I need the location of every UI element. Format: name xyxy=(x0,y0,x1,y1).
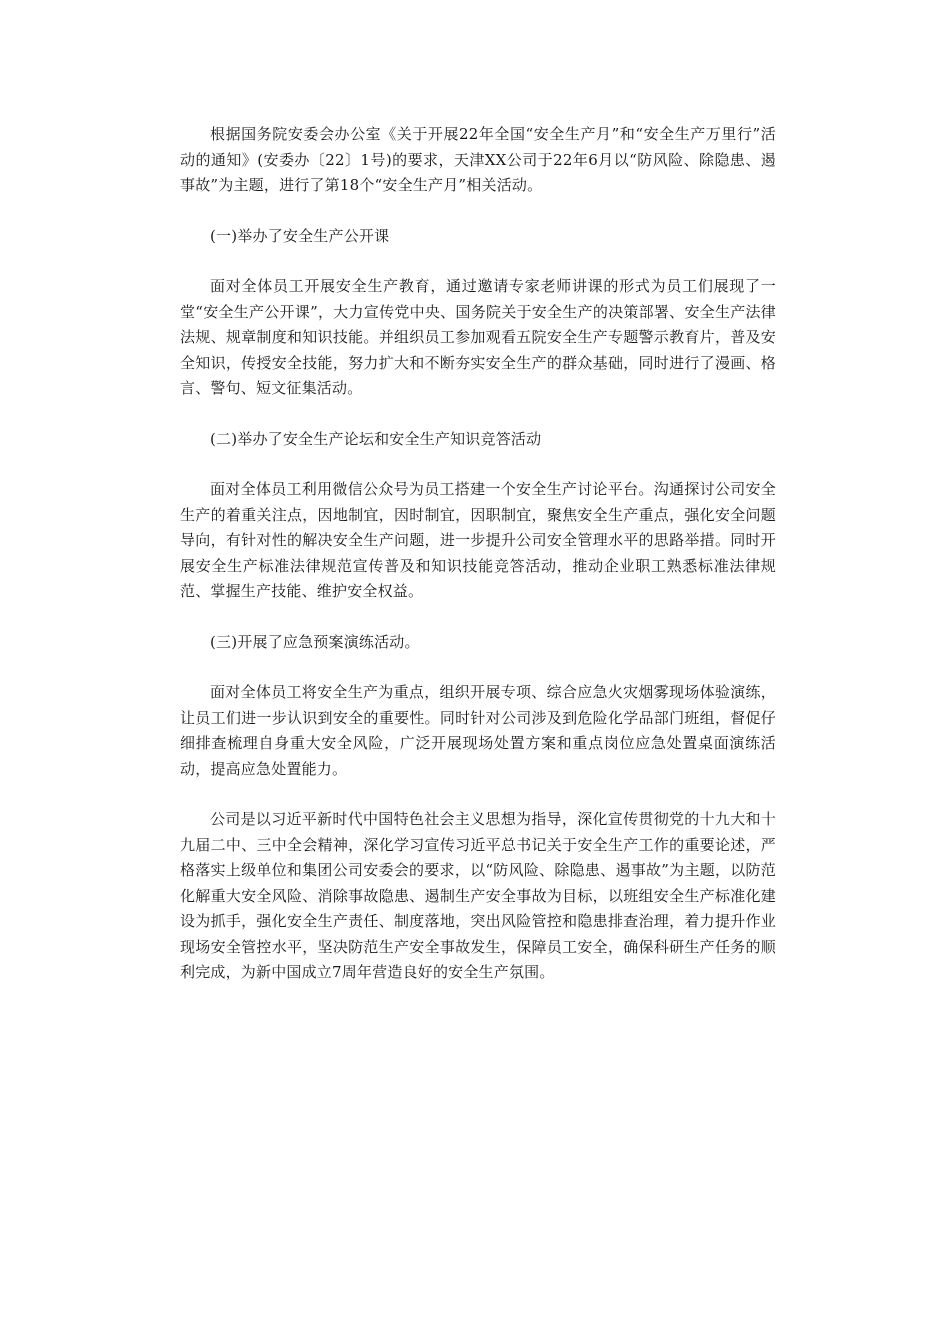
spacer xyxy=(180,605,776,630)
document-body xyxy=(180,122,776,986)
conclusion-paragraph: 公司是以习近平新时代中国特色社会主义思想为指导，深化宣传贯彻党的十九大和十九届二中、三中全会精神，深化学习宣传习近平总书记关于安全生产工作的重要论述，严格落实上级单位和集团公司安委会的要求，以“防风险、除隐患、遏事故”为主题，以防范化解重大安全风险、消除事故隐患、遏制生产安全事故为目标，以班组安全生产标准化建设为抓手，强化安全生产责任、制度落地，突出风险管控和隐患排查治理，着力提升作业现场安全管控水平，坚决防范生产安全事故发生，保障员工安全，确保科研生产任务的顺利完成，为新中国成立7周年营造良好的安全生产氛围。 xyxy=(180,810,776,981)
intro-paragraph: 根据国务院安委会办公室《关于开展22年全国“安全生产月”和“安全生产万里行”活动的通知》(安委办〔22〕1号)的要求，天津XX公司于22年6月以“防风险、除隐患、遏事故”为主题，进行了第18个“安全生产月”相关活动。 xyxy=(180,125,776,194)
section-3-heading: (三)开展了应急预案演练活动。 xyxy=(210,632,420,651)
section-2-heading: (二)举办了安全生产论坛和安全生产知识竞答活动 xyxy=(210,429,542,448)
section-1-paragraph: 面对全体员工开展安全生产教育，通过邀请专家老师讲课的形式为员工们展现了一堂“安全生产公开课”，大力宣传党中央、国务院关于安全生产的决策部署、安全生产法律法规、规章制度和知识技能。并组织员工参加观看五院安全生产专题警示教育片，普及安全知识，传授安全技能，努力扩大和不断夯实安全生产的群众基础，同时进行了漫画、格言、警句、短文征集活动。 xyxy=(180,277,776,397)
section-2-paragraph: 面对全体员工利用微信公众号为员工搭建一个安全生产讨论平台。沟通探讨公司安全生产的着重关注点，因地制宜，因时制宜，因职制宜，聚焦安全生产重点，强化安全问题导向，有针对性的解决安全生产问题，进一步提升公司安全管理水平的思路举措。同时开展安全生产标准法律规范宣传普及和知识技能竞答活动，推动企业职工熟悉标准法律规范、掌握生产技能、维护安全权益。 xyxy=(180,480,776,600)
spacer xyxy=(180,452,776,477)
section-1-heading: (一)举办了安全生产公开课 xyxy=(210,226,390,245)
spacer xyxy=(180,199,776,224)
spacer xyxy=(180,402,776,427)
section-3-paragraph: 面对全体员工将安全生产为重点，组织开展专项、综合应急火灾烟雾现场体验演练，让员工们进一步认识到安全的重要性。同时针对公司涉及到危险化学品部门班组，督促仔细排查梳理自身重大安全风险，广泛开展现场处置方案和重点岗位应急处置桌面演练活动，提高应急处置能力。 xyxy=(180,683,776,778)
spacer xyxy=(180,249,776,274)
spacer xyxy=(180,655,776,680)
spacer xyxy=(180,782,776,807)
